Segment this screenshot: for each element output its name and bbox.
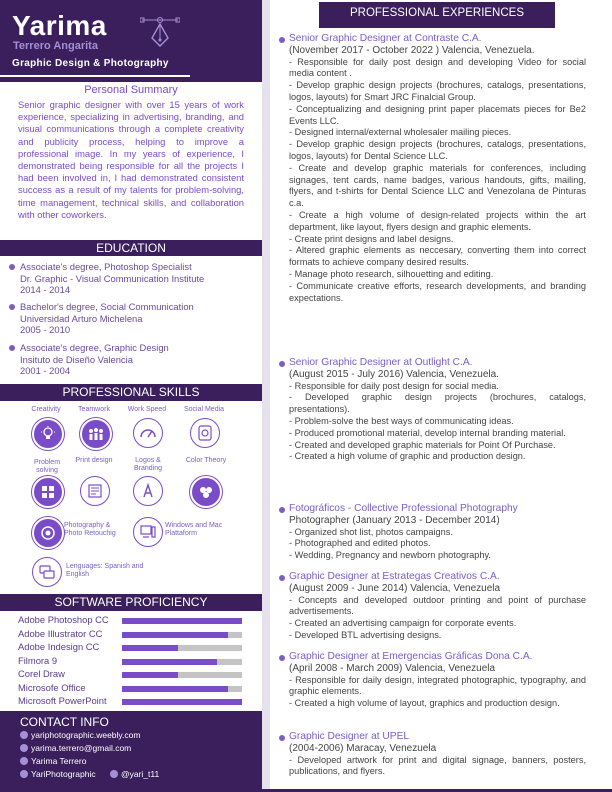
bullet-icon <box>279 575 285 581</box>
skill-label: Creativity <box>31 406 61 413</box>
job-entry <box>289 571 586 642</box>
education-school: Dr. Graphic - Visual Communication Institute <box>20 272 205 284</box>
skill-label: Social Media <box>183 406 225 413</box>
education-item <box>20 261 204 296</box>
email-icon <box>20 744 28 752</box>
contact-twitter[interactable] <box>110 769 159 779</box>
education-years: 2001 - 2004 <box>20 365 71 377</box>
job-title: Graphic Designer at UPEL <box>289 731 410 742</box>
job-entry <box>289 651 586 710</box>
job-duty: - Develop graphic design projects (brochures, catalogs, presentations, logos, layouts) for Smart JRC Finalcial Group. <box>289 80 586 102</box>
job-duty: - Developed artwork for print and digital signage, banners, posters, publications, and flyers. <box>289 754 586 777</box>
globe-icon <box>20 731 28 739</box>
job-entry <box>289 357 586 463</box>
job-duty: - Responsible for daily post design for social media. <box>289 380 499 391</box>
skill-label: Lenguages: Spanish and English <box>66 563 144 578</box>
job-duty: - Create a high volume of design-related projects within the art department, like layout, flyers design and graphic elements. <box>289 209 586 232</box>
bullet-icon <box>279 507 285 513</box>
skill-label: Work Speed <box>127 406 167 413</box>
software-name: Adobe Illustrator CC <box>18 628 103 639</box>
resume-name: Yarima <box>12 10 107 41</box>
education-degree: Bachelor's degree, Social Communication <box>20 301 194 312</box>
bullet-icon <box>279 37 285 43</box>
summary-text: Senior graphic designer with over 15 years of work experience, specializing in advertising, branding, and visual communications through a complete creativity and publicity process, helping to improve a professional image. In my years of experience, I demonstrated being responsible for all the projects I had been involved in, I had demonstrated consistent success as a result of my talents for problem-solving, time management, technical skills, and collaboration with other coworkers. <box>18 99 244 220</box>
bullet-icon <box>279 361 285 367</box>
job-duty: - Created a high volume of layout, graphics and production design. <box>289 698 560 709</box>
education-years: 2005 - 2010 <box>20 324 71 336</box>
speedometer-icon <box>133 418 163 448</box>
print-icon <box>80 476 110 506</box>
job-duty: - Manage photo research, silhouetting and editing. <box>289 268 494 279</box>
job-period: Photographer (January 2013 - December 2014) <box>289 514 500 526</box>
software-bar-fill <box>122 645 178 651</box>
social-media-icon <box>190 418 220 448</box>
job-duty: - Altered graphic elements as neccesary, converting them into correct formats to achieve company desired results. <box>289 245 586 268</box>
job-duty: - Developed graphic design projects (brochures, catalogs, presentations). <box>289 392 586 415</box>
software-bar-fill <box>122 659 217 665</box>
job-duty: - Communicate creative efforts, research developments, and branding expectations. <box>289 280 586 303</box>
job-duty: - Designed internal/external wholesaler mailing pieces. <box>289 127 512 138</box>
job-title: Graphic Designer at Estrategas Creativos C.A. <box>289 571 500 582</box>
camera-icon <box>32 517 64 549</box>
contact-website[interactable] <box>20 730 140 740</box>
job-title: Senior Graphic Designer at Outlight C.A. <box>289 357 473 368</box>
education-title: EDUCATION <box>96 241 166 255</box>
contact-facebook[interactable] <box>20 769 96 779</box>
skill-label: Problem solving <box>33 459 61 474</box>
education-item <box>20 342 169 377</box>
software-bar <box>122 686 242 692</box>
software-bar <box>122 632 242 638</box>
job-duty: - Photographed and edited photos. <box>289 538 431 549</box>
education-school: Insituto de Diseño Valencia <box>20 353 133 365</box>
education-school: Universidad Arturo Michelena <box>20 312 143 324</box>
software-bar-fill <box>122 686 228 692</box>
job-period: (November 2017 - October 2022 ) Valencia, Venezuela. <box>289 44 535 56</box>
software-bar <box>122 699 242 705</box>
job-duty: - Create and develop graphic materials for conferences, including signages, tent cards, name badges, various handouts, gifts, mailing, flyers, and t-shirts for Dental Science LLC and Venezolana de Pinturas c.a. <box>289 162 586 209</box>
job-duty: - Develop graphic design projects (brochures, catalogs, presentations, logos, layouts) for Dental Science LLC. <box>289 139 586 161</box>
linkedin-icon <box>20 757 28 765</box>
contact-email[interactable] <box>20 743 131 753</box>
software-bar-fill <box>122 699 242 705</box>
resume-role: Graphic Design & Photography <box>12 58 169 69</box>
job-period: (April 2008 - March 2009) Valencia, Venezuela <box>289 662 496 674</box>
education-item <box>20 301 194 336</box>
software-name: Adobe Indesign CC <box>18 641 100 652</box>
header-underline <box>0 75 190 77</box>
job-duty: - Created an advertising campaign for corporate events. <box>289 618 517 629</box>
job-duty: - Conceptualizing and designing print paper placemats pieces for Be2 Events LLC. <box>289 103 586 126</box>
software-name: Microsofe Office <box>18 682 86 693</box>
job-entry <box>289 33 586 304</box>
team-icon <box>80 418 112 450</box>
software-bar <box>122 672 242 678</box>
job-duty: - Concepts and developed outdoor printing and point of purchase advertisements. <box>289 594 586 617</box>
software-name: Filmora 9 <box>18 655 58 666</box>
bullet-icon <box>9 304 15 310</box>
skill-label: Teamwork <box>78 406 110 413</box>
contact-website-text: yariphotographic.weebly.com <box>31 730 141 740</box>
skill-label: Windows and Mac Plattaform <box>165 522 223 537</box>
skill-label: Color Theory <box>185 457 227 464</box>
skill-label: Logos & Branding <box>133 457 163 472</box>
software-name: Corel Draw <box>18 668 65 679</box>
experience-title: PROFESSIONAL EXPERIENCES <box>349 7 525 19</box>
facebook-icon <box>20 770 28 778</box>
job-title: Fotográficos - Collective Professional Photography <box>289 503 518 514</box>
software-name: Adobe Photoshop CC <box>18 614 109 625</box>
education-years: 2014 - 2014 <box>20 284 71 296</box>
job-duty: - Created a high volume of graphic and production design. <box>289 451 526 462</box>
computer-icon <box>133 517 163 547</box>
job-duty: - Organized shot list, photos campaigns. <box>289 526 453 537</box>
logo-icon <box>133 476 163 506</box>
sidebar-edge <box>262 0 270 792</box>
job-period: (August 2009 - June 2014) Valencia, Venezuela <box>289 582 501 594</box>
contact-title: CONTACT INFO <box>20 715 109 729</box>
pen-nib-icon <box>140 12 180 52</box>
software-bar <box>122 645 242 651</box>
skills-title: PROFESSIONAL SKILLS <box>62 385 200 399</box>
job-period: (August 2015 - July 2016) Valencia, Venezuela. <box>289 368 499 380</box>
bullet-icon <box>9 345 15 351</box>
bullet-icon <box>279 735 285 741</box>
bullet-icon <box>9 264 15 270</box>
job-period: (2004-2006) Maracay, Venezuela <box>289 742 437 754</box>
job-duty: - Responsible for daily design, integrated photographic, typography, and graphic elements. <box>289 674 586 697</box>
contact-linkedin[interactable] <box>20 756 86 766</box>
resume-subname: Terrero Angarita <box>13 40 98 52</box>
education-degree: Associate's degree, Photoshop Specialist <box>20 261 192 272</box>
skill-label: Print design <box>75 457 113 464</box>
job-duty: - Developed BTL advertising designs. <box>289 629 442 640</box>
chat-bubbles-icon <box>32 557 62 587</box>
software-bar <box>122 618 242 624</box>
contact-facebook-text: YariPhotographic <box>31 769 96 779</box>
job-duty: - Problem-solve the best ways of communicating ideas. <box>289 415 514 426</box>
software-bar-fill <box>122 632 228 638</box>
software-title: SOFTWARE PROFICIENCY <box>54 595 208 609</box>
job-entry <box>289 503 586 562</box>
lightbulb-icon <box>32 418 64 450</box>
software-bar-fill <box>122 618 242 624</box>
puzzle-icon <box>32 476 64 508</box>
software-bar <box>122 659 242 665</box>
summary-title: Personal Summary <box>84 84 178 96</box>
education-degree: Associate's degree, Graphic Design <box>20 342 169 353</box>
contact-linkedin-text: Yarima Terrero <box>31 756 87 766</box>
job-duty: - Produced promotional material, develop internal branding material. <box>289 427 566 438</box>
color-palette-icon <box>190 476 222 508</box>
bullet-icon <box>279 655 285 661</box>
job-entry <box>289 731 586 778</box>
job-duty: - Responsible for daily post design and developing Video for social media content . <box>289 56 586 79</box>
software-name: Microsoft PowerPoint <box>18 695 107 706</box>
contact-email-text: yarima.terrero@gmail.com <box>31 743 132 753</box>
job-title: Senior Graphic Designer at Contraste C.A. <box>289 33 482 44</box>
job-duty: - Create print designs and label designs. <box>289 233 454 244</box>
skill-label: Photography & Photo Retouchig <box>64 522 116 537</box>
job-title: Graphic Designer at Emergencias Gráficas Dona C.A. <box>289 651 533 662</box>
job-duty: - Wedding, Pregnancy and newborn photography. <box>289 550 491 561</box>
twitter-icon <box>110 770 118 778</box>
job-duty: - Created and developed graphic materials for Point Of Purchase. <box>289 439 556 450</box>
software-bar-fill <box>122 672 178 678</box>
contact-twitter-text: @yari_t11 <box>121 769 160 779</box>
